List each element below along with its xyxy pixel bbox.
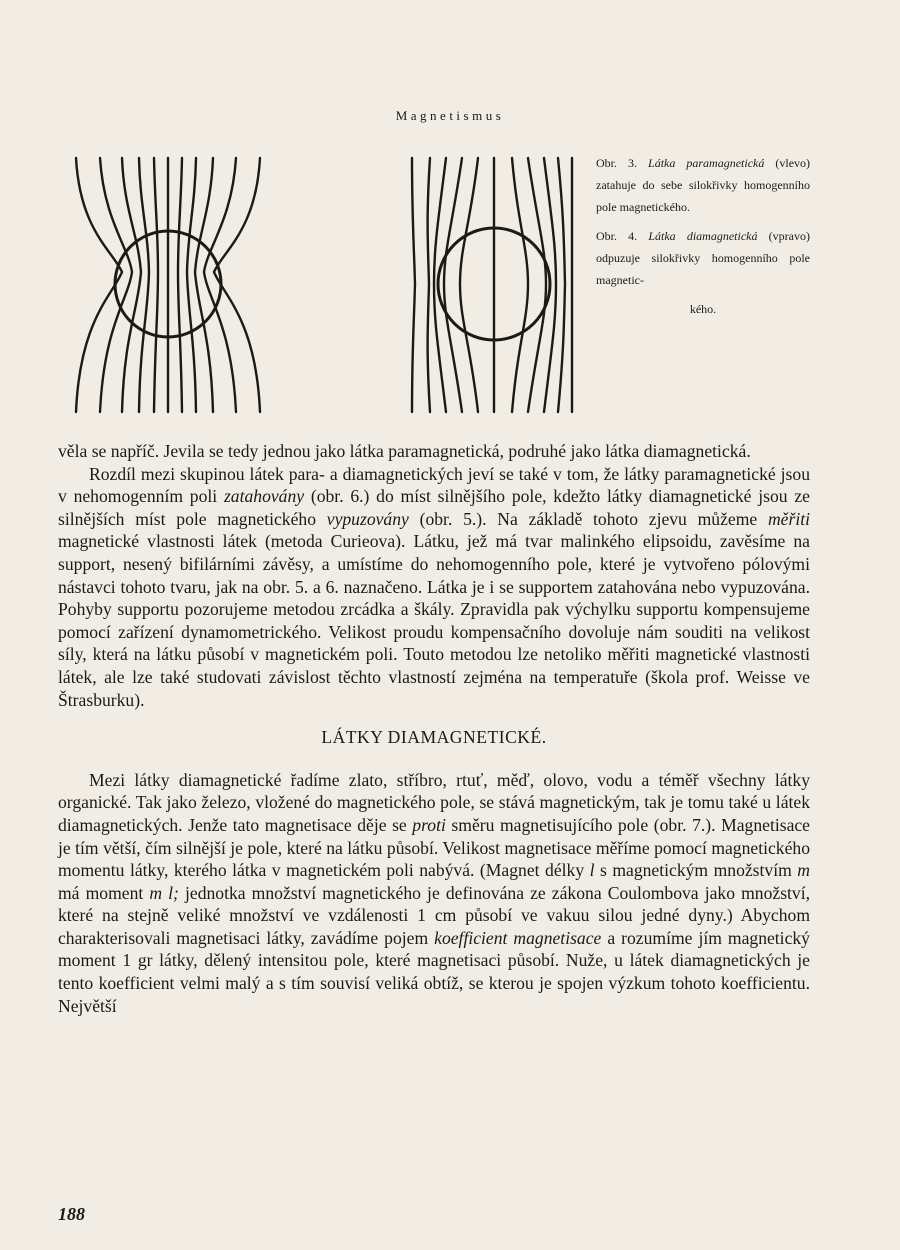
section-heading: LÁTKY DIAMAGNETICKÉ. [321,727,547,748]
caption-fig-3: Obr. 3. Látka paramagnetická (vlevo) zatahuje do sebe silokřivky homogenního pole magnetického. [596,156,811,214]
paramagnetic-field-diagram [76,158,260,412]
figure-captions [596,152,810,327]
page-number: 188 [58,1204,85,1224]
caption-fig-4: Obr. 4. Látka diamagnetická (vpravo) odpuzuje silokřivky homogenního pole magnetic- [596,229,810,287]
paragraph-para-dia-difference: Rozdíl mezi skupinou látek para- a diamagnetických jeví se také v tom, že látky paramagnetické jsou v nehomogenním poli zatahovány (obr. 6.) do míst silnějšího pole, kdežto látky diamagnetické jsou ze silnějších míst pole magnetického vypuzovány (obr. 5.). Na základě tohoto zjevu můžeme měřiti magnetické vlastnosti látek (metoda Curieova). Látku, jež má tvar malinkého elipsoidu, zavěsíme na support, nesený bifilárními závěsy, a umístíme do nehomogenního pole, které je vytvořeno pólovými nástavci tohoto tvaru, jak na obr. 5. a 6. naznačeno. Látka je i se supportem zatahována nebo vypuzována. Pohyby supportu pozorujeme metodou zrcádka a škály. Zpravidla pak výchylku supportu kompensujeme pomocí zařízení dynamometrického. Velikost proudu kompensačního dovoluje nám souditi na velikost síly, která na látku působí v magnetickém poli. Touto metodou lze netoliko měřiti magnetické vlastnosti látek, ale lze také studovati závislost těchto vlastností zejména na temperatuře (škola prof. Weisse ve Štrasburku). [58,463,810,710]
running-header: Magnetismus [395,108,505,123]
diamagnetic-field-diagram [412,158,572,412]
caption-fig-4-end: kého. [689,302,717,316]
body-text [58,440,810,1040]
field-lines-figure [60,150,580,422]
paragraph-continuation: věla se napříč. Jevila se tedy jednou jako látka paramagnetická, podruhé jako látka diamagnetická. [58,441,751,461]
paragraph-diamagnetic: Mezi látky diamagnetické řadíme zlato, stříbro, rtuť, měď, olovo, vodu a téměř všechny látky organické. Tak jako železo, vložené do magnetického pole, se stává magnetickým, tak je tomu také u látek diamagnetických. Jenže tato magnetisace děje se proti směru magnetisujícího pole (obr. 7.). Magnetisace je tím větší, čím silnější je pole, které na látku působí. Velikost magnetisace měříme pomocí magnetického momentu látky, kterého látka v magnetickém poli nabývá. (Magnet délky l s magnetickým množstvím m má moment m l; jednotka množství magnetického je definována ze zákona Coulombova jako množství, které na stejně veliké množství ve vzdálenosti 1 cm působí ve vakuu silou jedné dyny.) Abychom charakterisovali magnetisaci látky, zavádíme pojem koefficient magnetisace a rozumíme jím magnetický moment 1 gr látky, dělený intensitou pole, které magnetisaci působí. Nuže, u látek diamagnetických je tento koefficient velmi malý a s tím souvisí veliká obtíž, se kterou je spojen výzkum tohoto koefficientu. Největší [58,769,811,1016]
